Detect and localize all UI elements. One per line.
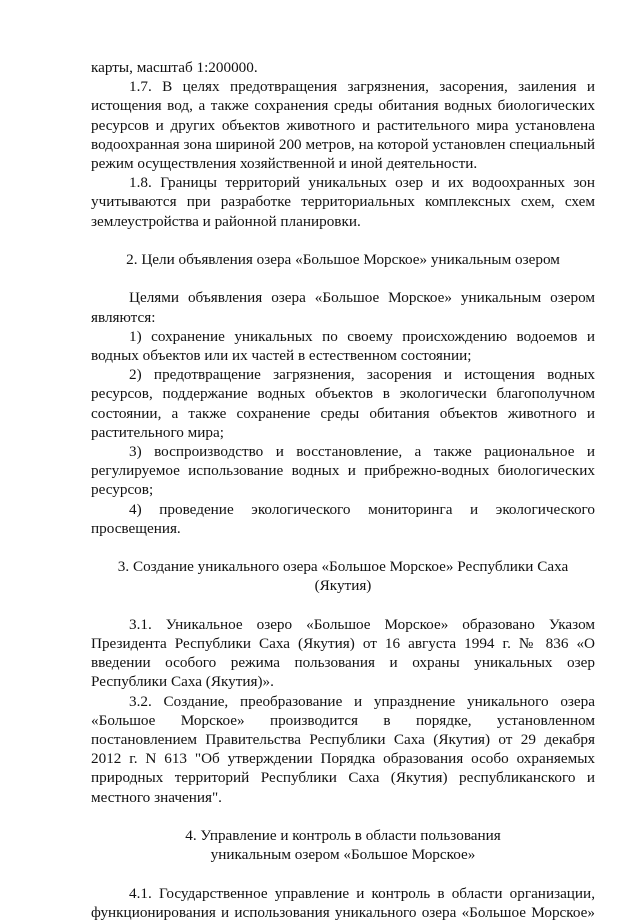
spacer (91, 596, 595, 615)
paragraph-1-7: 1.7. В целях предотвращения загрязнения, засорения, заиления и истощения вод, а также сохранения среды обитания водных биологических ресурсов и других объектов животного и растительного мира установлена водоохранная зона шириной 200 метров, на которой установлен специальный режим осуществления хозяйственной и иной деятельности. (91, 78, 595, 173)
paragraph-3-2: 3.2. Создание, преобразование и упразднение уникального озера «Большое Морское» производится в порядке, установленном постановлением Правительства Республики Саха (Якутия) от 29 декабря 2012 г. N 613 "Об утверждении Порядка образования особо охраняемых природных территорий Республики Саха (Якутия) республиканского и местного значения". (91, 692, 595, 806)
spacer (91, 864, 595, 883)
goal-item-3: 3) воспроизводство и восстановление, а также рациональное и регулируемое использование водных и прибрежно-водных биологических ресурсов; (91, 443, 595, 499)
section-2-heading: 2. Цели объявления озера «Большое Морское» уникальным озером (126, 251, 560, 269)
paragraph-3-1: 3.1. Уникальное озеро «Большое Морское» образовано Указом Президента Республики Саха (Якутия) от 16 августа 1994 г. № 836 «О введении особого режима пользования и охраны уникальных озер Республики Саха (Якутия)». (91, 615, 595, 691)
section-4-heading-line-1: 4. Управление и контроль в области пользования (185, 827, 501, 845)
paragraph-1-8: 1.8. Границы территорий уникальных озер и их водоохранных зон учитываются при разработке территориальных комплексных схем, схем землеустройства и районной планировки. (91, 174, 595, 230)
spacer (91, 807, 595, 826)
document-page (91, 58, 595, 922)
goal-item-1: 1) сохранение уникальных по своему происхождению водоемов и водных объектов или их частей в естественном состоянии; (91, 327, 595, 365)
spacer (91, 269, 595, 288)
section-4-heading-line-2: уникальным озером «Большое Морское» (210, 846, 476, 864)
section-3-heading-line-1: 3. Создание уникального озера «Большое Морское» Республики Саха (117, 558, 569, 576)
goal-item-2: 2) предотвращение загрязнения, засорения и истощения водных ресурсов, поддержание водных объектов в экологически благополучном состоянии, а также сохранение среды обитания объектов животного и растительного мира; (91, 366, 595, 441)
paragraph-4-1: 4.1. Государственное управление и контроль в области организации, функционирования и использования уникального озера «Большое Морское» (91, 884, 595, 921)
spacer (91, 231, 595, 250)
intro-line: карты, масштаб 1:200000. (91, 59, 258, 76)
goal-item-4: 4) проведение экологического мониторинга и экологического просвещения. (91, 500, 595, 537)
section-2-intro: Целями объявления озера «Большое Морское» уникальным озером являются: (91, 289, 595, 326)
section-3-heading-line-2: (Якутия) (314, 577, 372, 595)
spacer (91, 538, 595, 557)
